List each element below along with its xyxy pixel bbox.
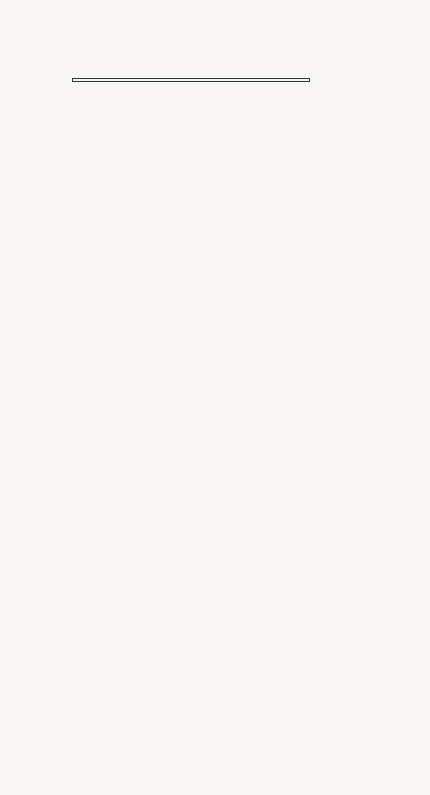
left-page-edge	[0, 70, 10, 770]
worksheet-page	[34, 74, 356, 82]
word-box	[72, 78, 310, 82]
